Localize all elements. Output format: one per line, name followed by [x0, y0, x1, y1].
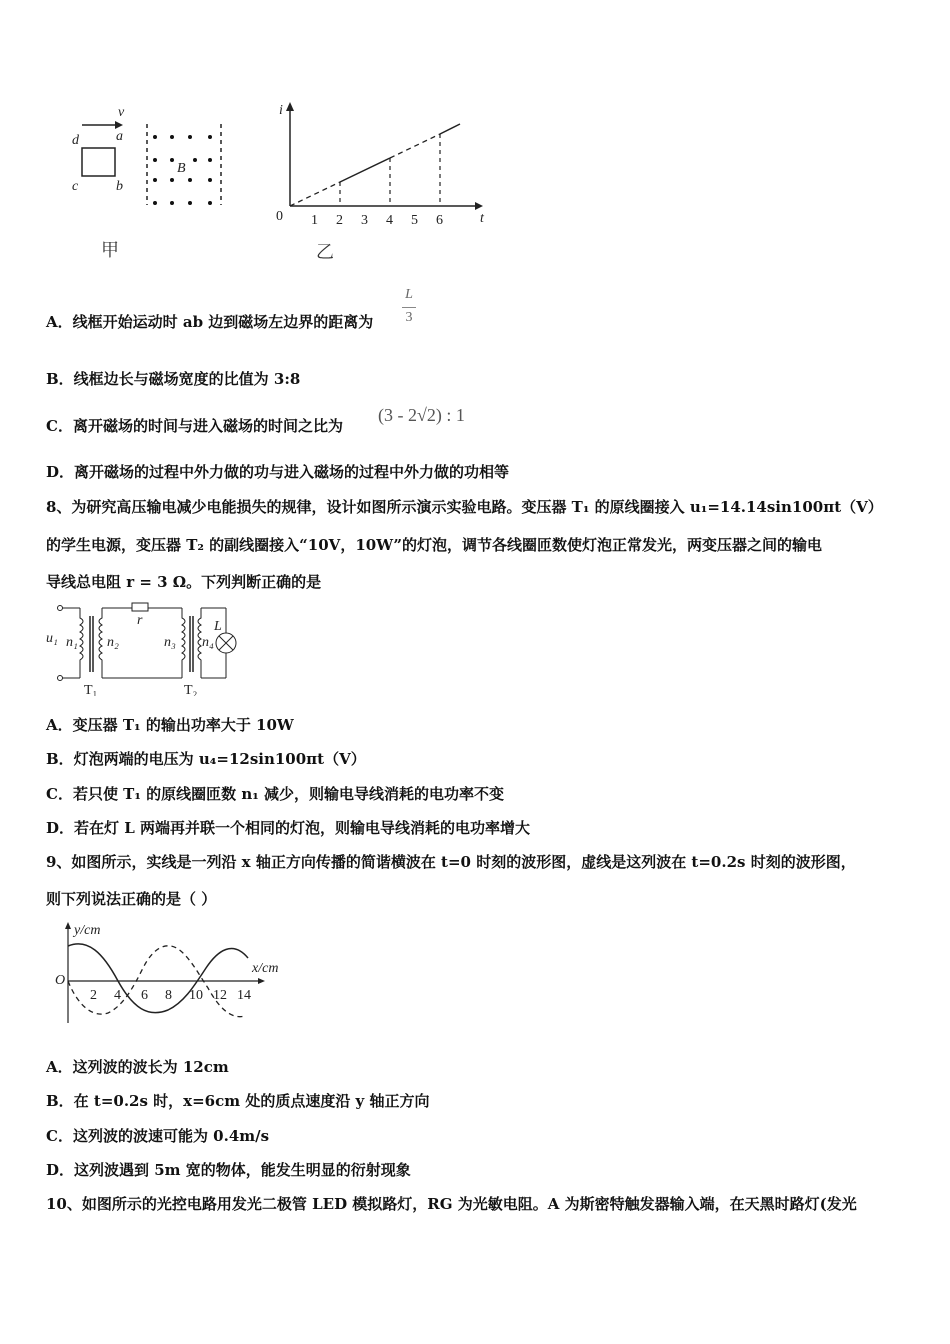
solid-segment-6-end — [440, 124, 460, 134]
q9-option-d: D．这列波遇到 5m 宽的物体，能发生明显的衍射现象 — [46, 1161, 411, 1179]
tick-12: 12 — [213, 988, 227, 1003]
tick-3: 3 — [361, 213, 368, 228]
origin-O: O — [55, 973, 66, 988]
tick-14: 14 — [237, 988, 251, 1003]
q8-stem-line2: 的学生电源，变压器 T₂ 的副线圈接入“10V，10W”的灯泡，调节各线圈匝数使灯泡正常发光，两变压器之间的输电 — [46, 536, 822, 554]
label-T1: T₁ — [84, 683, 98, 696]
axis-x-cm: x/cm — [252, 961, 279, 976]
q7-option-c: C．离开磁场的时间与进入磁场的时间之比为 — [46, 417, 343, 435]
tick-4: 4 — [386, 213, 393, 228]
label-r: r — [137, 613, 143, 628]
label-n4: n₄ — [202, 635, 214, 650]
tick-5: 5 — [411, 213, 418, 228]
axis-i: i — [279, 103, 283, 118]
tick-6: 6 — [436, 213, 443, 228]
transformer-circuit — [44, 598, 249, 696]
label-B: B — [177, 161, 186, 176]
q8-option-b: B．灯泡两端的电压为 u₄=12sin100πt（V） — [46, 750, 366, 768]
label-n2: n₂ — [107, 635, 119, 650]
q9-stem-line1: 9、如图所示，实线是一列沿 x 轴正方向传播的简谐横波在 t=0 时刻的波形图，虚线是这列波在 t=0.2s 时刻的波形图， — [46, 853, 856, 871]
q10-stem-line1: 10、如图所示的光控电路用发光二极管 LED 模拟路灯，RG 为光敏电阻。A 为斯密特触发器输入端，在天黑时路灯(发光 — [46, 1195, 857, 1213]
q9-option-c: C．这列波的波速可能为 0.4m/s — [46, 1127, 270, 1145]
fraction-bar — [402, 307, 416, 308]
caption-jia: 甲 — [101, 240, 119, 261]
q8-option-c: C．若只使 T₁ 的原线圈匝数 n₁ 减少，则输电导线消耗的电功率不变 — [46, 785, 505, 803]
dashed-segment-4-6 — [390, 134, 440, 158]
figure-yi — [270, 98, 495, 228]
q7-option-d: D．离开磁场的过程中外力做的功与进入磁场的过程中外力做的功相等 — [46, 463, 510, 481]
tick-1: 1 — [311, 213, 318, 228]
lamp-icon — [216, 633, 236, 653]
axis-t: t — [480, 211, 484, 226]
wire-loop — [82, 148, 115, 176]
velocity-arrow — [82, 121, 123, 129]
q8-stem-line1: 8、为研究高压输电减少电能损失的规律，设计如图所示演示实验电路。变压器 T₁ 的原线圈接入 u₁=14.14sin100πt（V） — [46, 498, 883, 516]
q9-stem-line2: 则下列说法正确的是（ ） — [46, 890, 217, 908]
tick-4: 4 — [114, 988, 121, 1003]
tick-2: 2 — [336, 213, 343, 228]
label-a: a — [116, 129, 123, 144]
figure-jia — [60, 100, 240, 220]
label-L: L — [214, 619, 222, 634]
q7-a-fraction-num: L — [405, 287, 413, 302]
q8-option-d: D．若在灯 L 两端再并联一个相同的灯泡，则输电导线消耗的电功率增大 — [46, 819, 531, 837]
tick-6: 6 — [141, 988, 148, 1003]
graph-ticks — [311, 213, 443, 228]
q8-stem-line3: 导线总电阻 r = 3 Ω。下列判断正确的是 — [46, 573, 322, 591]
q7-c-expression: (3 - 2√2) : 1 — [378, 405, 465, 425]
q7-a-fraction-den: 3 — [405, 310, 413, 325]
label-d: d — [72, 133, 79, 148]
dashed-segment-0-2 — [290, 182, 340, 206]
tick-10: 10 — [189, 988, 203, 1003]
q9-option-a: A．这列波的波长为 12cm — [46, 1058, 229, 1076]
wave-graph — [48, 918, 293, 1028]
q8-option-a: A．变压器 T₁ 的输出功率大于 10W — [46, 716, 294, 734]
label-n3: n₃ — [164, 635, 176, 650]
label-b: b — [116, 179, 123, 194]
q9-option-b: B．在 t=0.2s 时，x=6cm 处的质点速度沿 y 轴正方向 — [46, 1092, 430, 1110]
wave-ticks — [90, 988, 251, 1003]
label-T2: T₂ — [184, 683, 198, 696]
label-v: v — [118, 105, 125, 120]
resistor-r — [132, 603, 148, 611]
origin-0: 0 — [276, 209, 283, 224]
caption-yi: 乙 — [316, 242, 334, 263]
solid-segment-2-4 — [340, 158, 390, 182]
q7-option-b: B．线框边长与磁场宽度的比值为 3:8 — [46, 370, 301, 388]
axis-y-cm: y/cm — [74, 923, 101, 938]
tick-8: 8 — [165, 988, 172, 1003]
q7-option-a: A．线框开始运动时 ab 边到磁场左边界的距离为 — [46, 313, 374, 331]
label-u1: u₁ — [46, 631, 58, 646]
label-c: c — [72, 179, 79, 194]
tick-2: 2 — [90, 988, 97, 1003]
label-n1: n₁ — [66, 635, 78, 650]
